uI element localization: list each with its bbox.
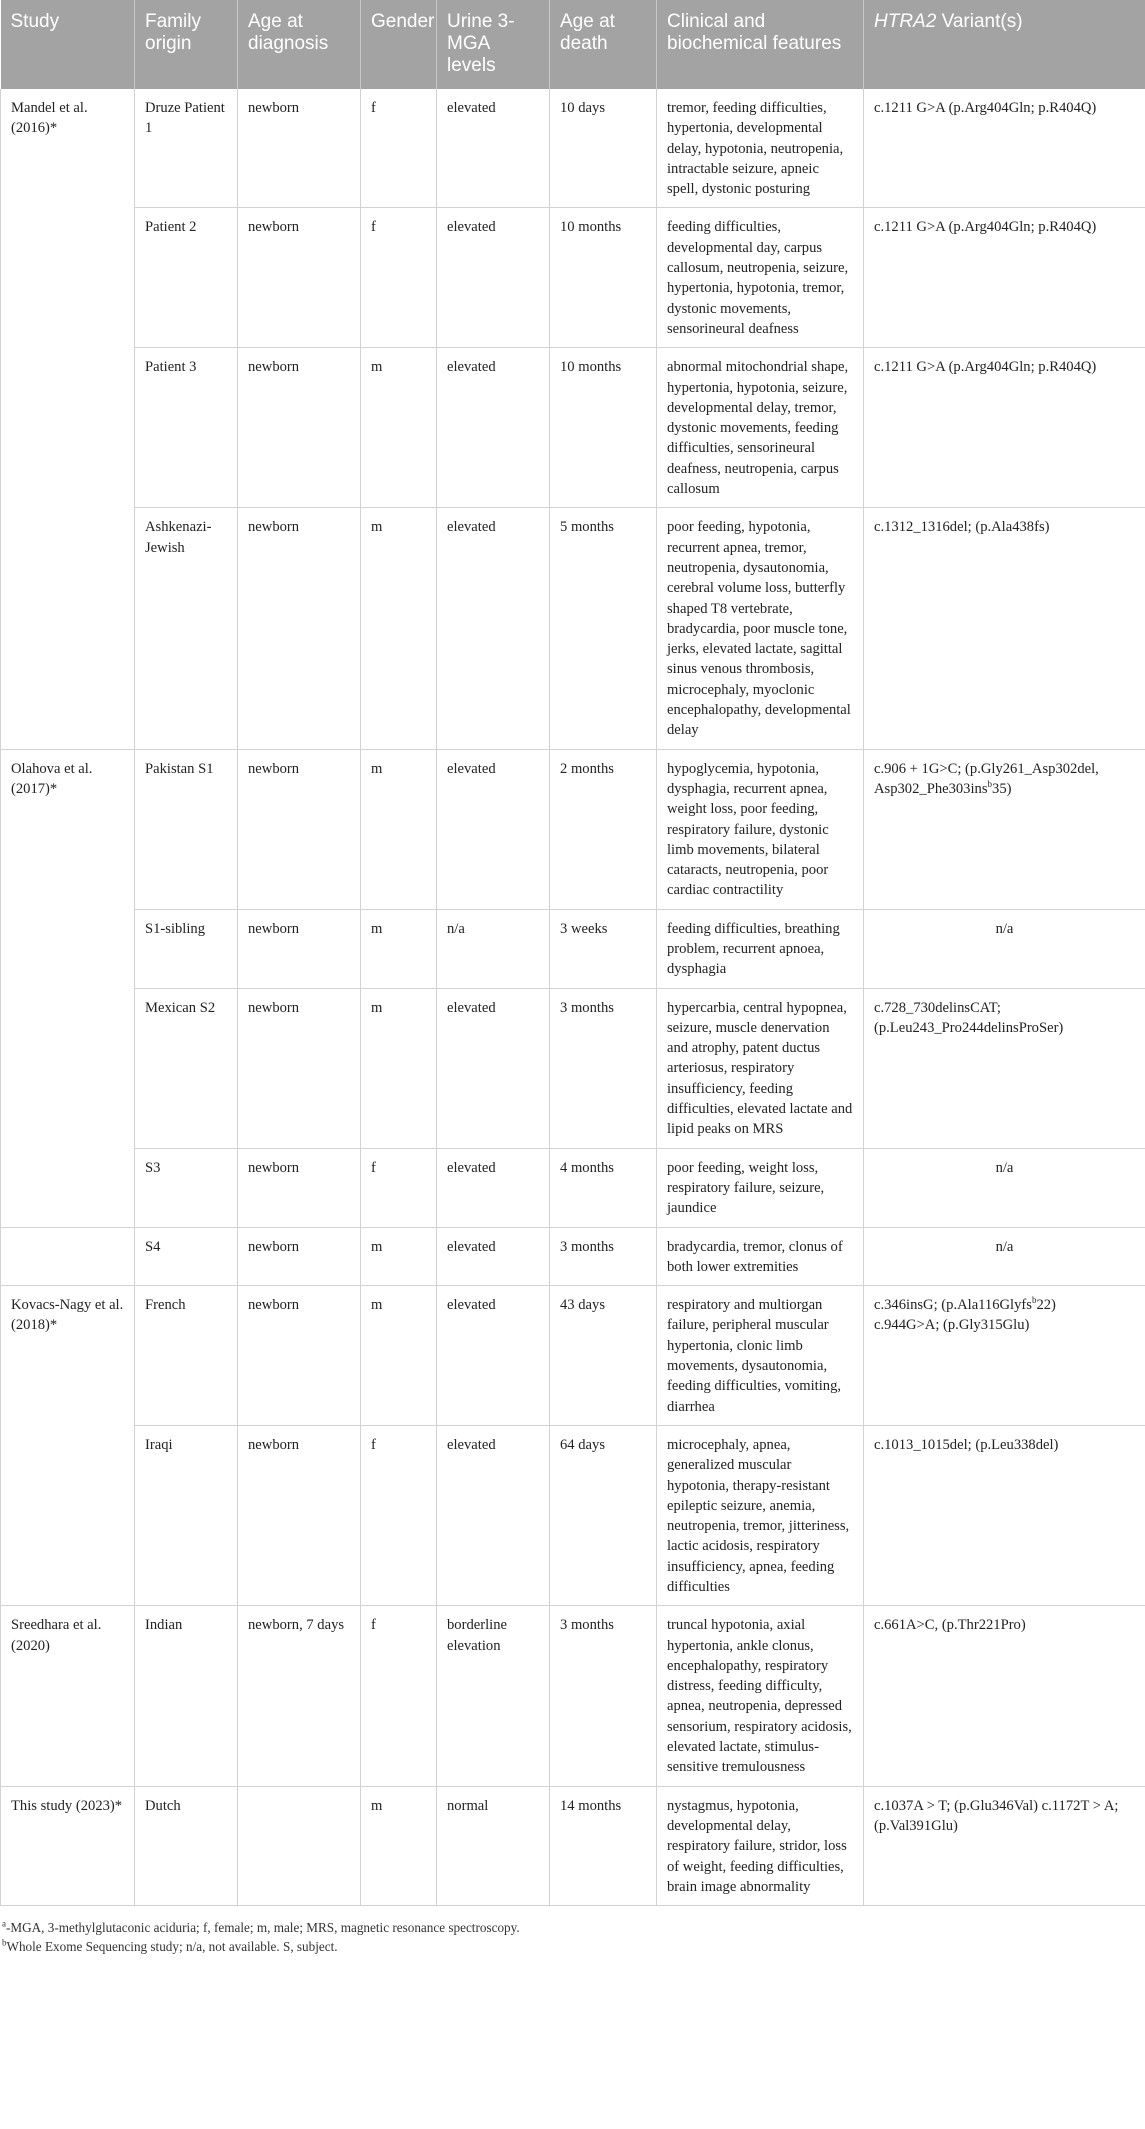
urine-cell: elevated (437, 508, 550, 749)
gender-cell: f (361, 1606, 437, 1786)
features-cell: hypercarbia, central hypopnea, seizure, muscle denervation and atrophy, patent ductus arteriosus, respiratory insufficiency, feeding difficulties, elevated lactate and lipid peaks on MRS (657, 988, 864, 1148)
variant-cell: c.661A>C, (p.Thr221Pro) (864, 1606, 1145, 1786)
header-row (1, 0, 1145, 89)
variant-text: 22) (1036, 1297, 1056, 1314)
table-row (1, 1148, 1145, 1227)
age-diagnosis-cell: newborn (238, 89, 361, 208)
variant-cell: c.728_730delinsCAT; (p.Leu243_Pro244delinsProSer) (864, 988, 1145, 1148)
urine-cell: normal (437, 1786, 550, 1905)
gender-cell: f (361, 208, 437, 348)
variant-cell: n/a (864, 1227, 1145, 1286)
features-cell: tremor, feeding difficulties, hypertonia, developmental delay, hypotonia, neutropenia, intractable seizure, apneic spell, dystonic posturing (657, 89, 864, 208)
table-row (1, 208, 1145, 348)
table-row (1, 1425, 1145, 1605)
age-diagnosis-cell: newborn (238, 749, 361, 909)
age-diagnosis-cell: newborn, 7 days (238, 1606, 361, 1786)
age-diagnosis-cell: newborn (238, 1148, 361, 1227)
features-cell: bradycardia, tremor, clonus of both lower extremities (657, 1227, 864, 1286)
header-variants (864, 0, 1145, 89)
gender-cell: m (361, 1227, 437, 1286)
header-clinical-features: Clinical and biochemical features (657, 0, 864, 89)
table-row (1, 1606, 1145, 1786)
header-family-origin: Family origin (135, 0, 238, 89)
header-age-at-diagnosis: Age at diagnosis (238, 0, 361, 89)
age-diagnosis-cell: newborn (238, 1227, 361, 1286)
footnote-marker: a (2, 1918, 6, 1929)
features-cell: feeding difficulties, breathing problem, recurrent apnoea, dysphagia (657, 909, 864, 988)
family-origin-cell: Druze Patient 1 (135, 89, 238, 208)
footnote-marker: b (2, 1937, 7, 1948)
features-cell: poor feeding, weight loss, respiratory failure, seizure, jaundice (657, 1148, 864, 1227)
features-cell: microcephaly, apnea, generalized muscular hypotonia, therapy-resistant epileptic seizure, anemia, neutropenia, tremor, jitteriness, lactic acidosis, respiratory insufficiency, apnea, feeding difficulties (657, 1425, 864, 1605)
footnote-a (2, 1918, 1145, 1937)
table-row (1, 749, 1145, 909)
family-origin-cell: Pakistan S1 (135, 749, 238, 909)
age-diagnosis-cell: newborn (238, 1286, 361, 1426)
study-cell (1, 1227, 135, 1286)
features-cell: truncal hypotonia, axial hypertonia, ankle clonus, encephalopathy, respiratory distress, feeding difficulty, apnea, neutropenia, depressed sensorium, respiratory acidosis, elevated lactate, stimulus-sensitive tremulousness (657, 1606, 864, 1786)
age-death-cell: 10 months (550, 348, 657, 508)
gender-cell: m (361, 348, 437, 508)
study-cell: This study (2023)* (1, 1786, 135, 1905)
variant-text: 35) (992, 780, 1012, 797)
family-origin-cell: Dutch (135, 1786, 238, 1905)
urine-cell: elevated (437, 1227, 550, 1286)
family-origin-cell: S3 (135, 1148, 238, 1227)
gender-cell: m (361, 508, 437, 749)
header-age-at-death: Age at death (550, 0, 657, 89)
study-cell: Mandel et al. (2016)* (1, 89, 135, 749)
footnote-marker: b (987, 779, 993, 790)
urine-cell: borderline elevation (437, 1606, 550, 1786)
features-cell: nystagmus, hypotonia, developmental delay, respiratory failure, stridor, loss of weight, feeding difficulties, brain image abnormality (657, 1786, 864, 1905)
urine-cell: elevated (437, 208, 550, 348)
urine-cell: elevated (437, 1148, 550, 1227)
features-cell: abnormal mitochondrial shape, hypertonia, hypotonia, seizure, developmental delay, tremor, dystonic movements, feeding difficulties, sensorineural deafness, neutropenia, carpus callosum (657, 348, 864, 508)
age-diagnosis-cell (238, 1786, 361, 1905)
variant-cell: c.1211 G>A (p.Arg404Gln; p.R404Q) (864, 348, 1145, 508)
variant-cell: n/a (864, 909, 1145, 988)
urine-cell: elevated (437, 749, 550, 909)
urine-cell: elevated (437, 89, 550, 208)
age-diagnosis-cell: newborn (238, 988, 361, 1148)
footnote-marker: b (1031, 1295, 1037, 1306)
study-cell: Sreedhara et al. (2020) (1, 1606, 135, 1786)
age-diagnosis-cell: newborn (238, 348, 361, 508)
family-origin-cell: Patient 2 (135, 208, 238, 348)
age-death-cell: 3 months (550, 1606, 657, 1786)
header-gender: Gender (361, 0, 437, 89)
variant-cell (864, 749, 1145, 909)
family-origin-cell: S1-sibling (135, 909, 238, 988)
age-death-cell: 10 months (550, 208, 657, 348)
gender-cell: m (361, 1286, 437, 1426)
table-row (1, 1227, 1145, 1286)
table-row (1, 1786, 1145, 1905)
gender-cell: m (361, 749, 437, 909)
footnote-text: Whole Exome Sequencing study; n/a, not available. S, subject. (6, 1939, 338, 1955)
age-diagnosis-cell: newborn (238, 508, 361, 749)
urine-cell: n/a (437, 909, 550, 988)
age-death-cell: 14 months (550, 1786, 657, 1905)
variant-text: c.346insG; (p.Ala116Glyfs (874, 1297, 1032, 1314)
features-cell: respiratory and multiorgan failure, peripheral muscular hypertonia, clonic limb movements, dysautonomia, feeding difficulties, vomiting, diarrhea (657, 1286, 864, 1426)
study-cell: Kovacs-Nagy et al. (2018)* (1, 1286, 135, 1606)
urine-cell: elevated (437, 988, 550, 1148)
urine-cell: elevated (437, 1286, 550, 1426)
variant-text: c.906 + 1G>C; (p.Gly261_Asp302del, Asp302_Phe303ins (874, 760, 1099, 797)
variant-cell: c.1013_1015del; (p.Leu338del) (864, 1425, 1145, 1605)
gender-cell: f (361, 89, 437, 208)
features-cell: poor feeding, hypotonia, recurrent apnea, tremor, neutropenia, dysautonomia, cerebral volume loss, butterfly shaped T8 vertebrate, bradycardia, poor muscle tone, jerks, elevated lactate, sagittal sinus venous thrombosis, microcephaly, myoclonic encephalopathy, developmental delay (657, 508, 864, 749)
family-origin-cell: Iraqi (135, 1425, 238, 1605)
family-origin-cell: French (135, 1286, 238, 1426)
family-origin-cell: Mexican S2 (135, 988, 238, 1148)
header-gene-name: HTRA2 (874, 11, 937, 32)
gender-cell: m (361, 1786, 437, 1905)
table-row (1, 909, 1145, 988)
age-death-cell: 3 weeks (550, 909, 657, 988)
gender-cell: m (361, 909, 437, 988)
variant-cell: c.1211 G>A (p.Arg404Gln; p.R404Q) (864, 89, 1145, 208)
age-death-cell: 3 months (550, 1227, 657, 1286)
age-death-cell: 4 months (550, 1148, 657, 1227)
variant-cell: c.1312_1316del; (p.Ala438fs) (864, 508, 1145, 749)
header-study: Study (1, 0, 135, 89)
age-diagnosis-cell: newborn (238, 909, 361, 988)
age-diagnosis-cell: newborn (238, 208, 361, 348)
header-variants-suffix: Variant(s) (936, 11, 1023, 32)
age-death-cell: 64 days (550, 1425, 657, 1605)
age-death-cell: 5 months (550, 508, 657, 749)
variant-cell: c.1211 G>A (p.Arg404Gln; p.R404Q) (864, 208, 1145, 348)
urine-cell: elevated (437, 1425, 550, 1605)
urine-cell: elevated (437, 348, 550, 508)
variant-cell: n/a (864, 1148, 1145, 1227)
features-cell: hypoglycemia, hypotonia, dysphagia, recurrent apnea, weight loss, poor feeding, respiratory failure, dystonic limb movements, bilateral cataracts, neutropenia, poor cardiac contractility (657, 749, 864, 909)
gender-cell: f (361, 1148, 437, 1227)
variant-cell (864, 1286, 1145, 1426)
footnote-b (2, 1937, 1145, 1956)
family-origin-cell: Patient 3 (135, 348, 238, 508)
footnote-text: -MGA, 3-methylglutaconic aciduria; f, female; m, male; MRS, magnetic resonance spectroscopy. (6, 1920, 520, 1936)
table-row (1, 988, 1145, 1148)
table-row (1, 348, 1145, 508)
variant-text: c.944G>A; (p.Gly315Glu) (874, 1317, 1030, 1334)
table-row (1, 1286, 1145, 1426)
age-death-cell: 10 days (550, 89, 657, 208)
variant-cell: c.1037A > T; (p.Glu346Val) c.1172T > A; (p.Val391Glu) (864, 1786, 1145, 1905)
family-origin-cell: S4 (135, 1227, 238, 1286)
family-origin-cell: Ashkenazi-Jewish (135, 508, 238, 749)
gender-cell: f (361, 1425, 437, 1605)
table-footnotes (0, 1906, 1145, 1956)
features-cell: feeding difficulties, developmental day, carpus callosum, neutropenia, seizure, hypertonia, hypotonia, tremor, dystonic movements, sensorineural deafness (657, 208, 864, 348)
header-urine-3mga: Urine 3-MGA levels (437, 0, 550, 89)
age-diagnosis-cell: newborn (238, 1425, 361, 1605)
age-death-cell: 3 months (550, 988, 657, 1148)
table-row (1, 508, 1145, 749)
table-body (1, 89, 1145, 1906)
study-cell: Olahova et al. (2017)* (1, 749, 135, 1227)
age-death-cell: 43 days (550, 1286, 657, 1426)
family-origin-cell: Indian (135, 1606, 238, 1786)
age-death-cell: 2 months (550, 749, 657, 909)
table-row (1, 89, 1145, 208)
gender-cell: m (361, 988, 437, 1148)
